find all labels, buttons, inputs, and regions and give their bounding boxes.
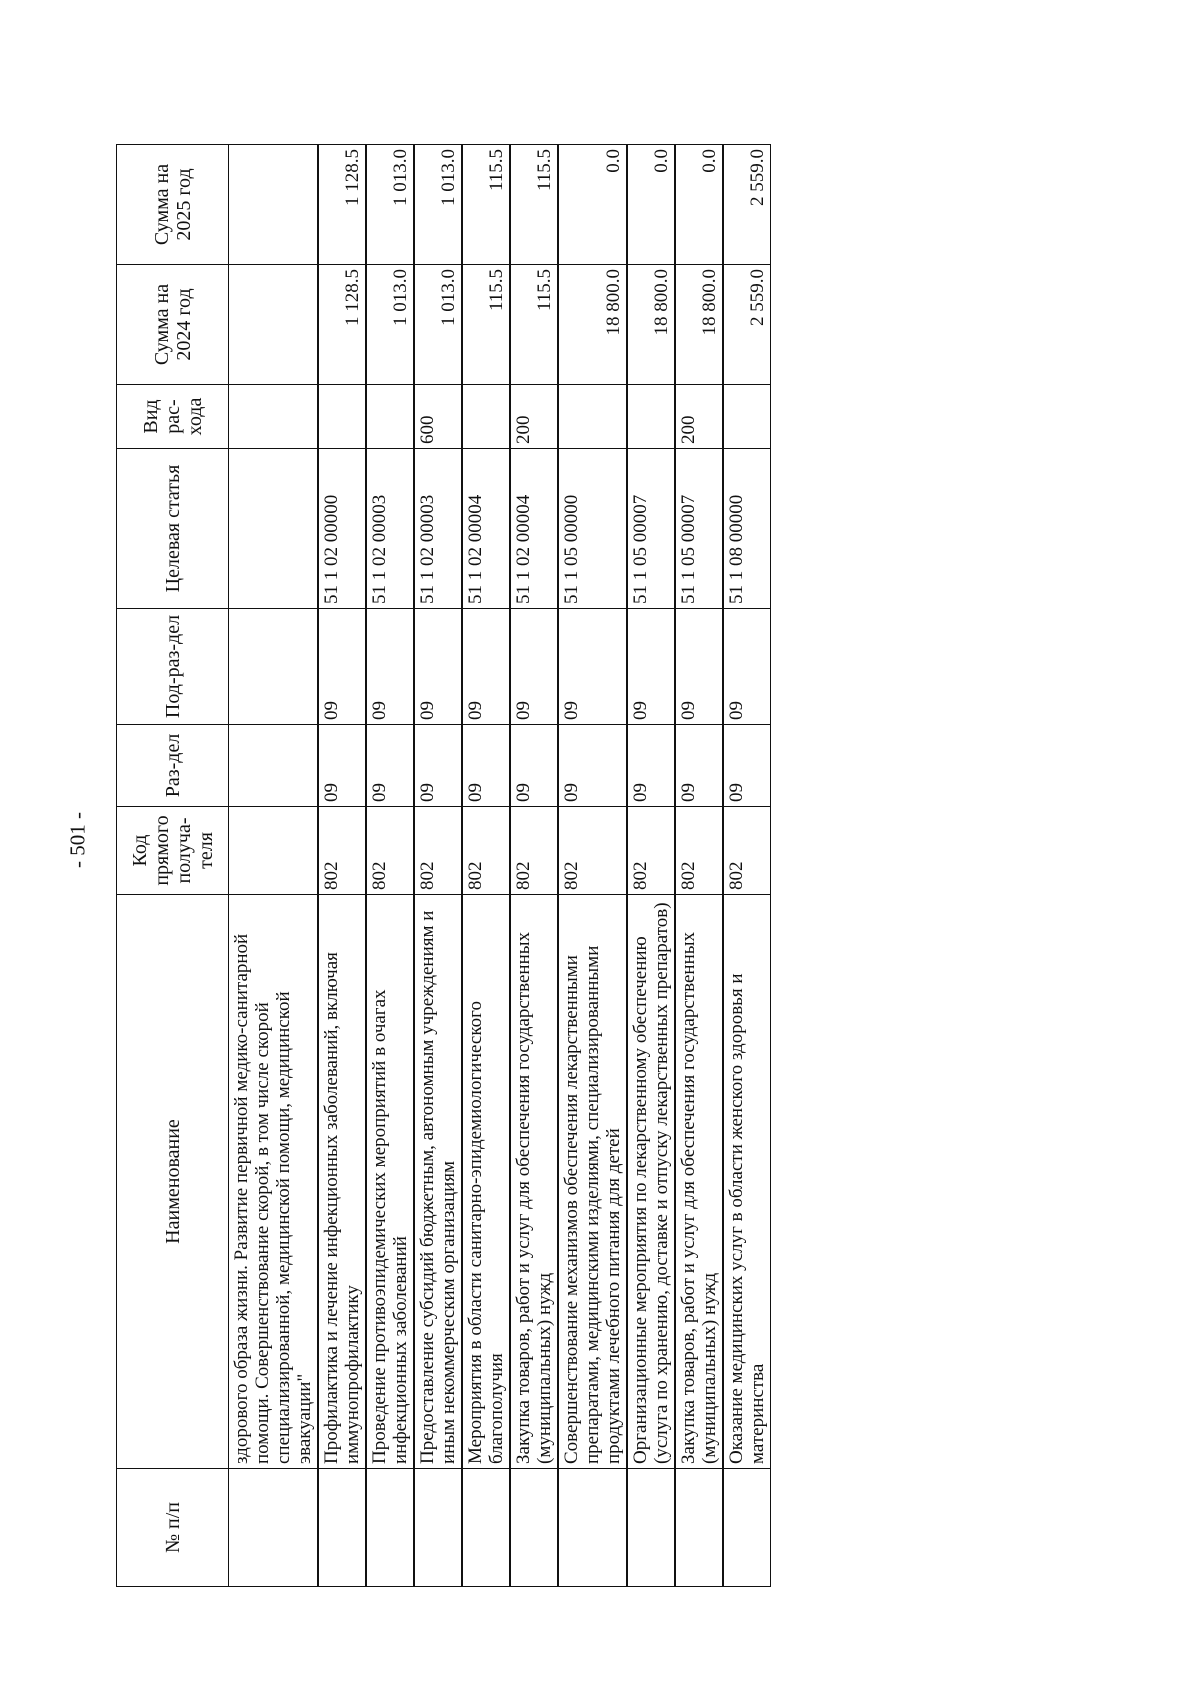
header-no: № п/п [117,1469,229,1587]
header-code: Код прямого получа-теля [117,807,229,895]
cell-subsection: 09 [462,609,510,725]
cell-code: 802 [414,807,462,895]
rotated-page [116,145,919,1587]
cell-name: Оказание медицинских услуг в области женского здоровья и материнства [723,895,771,1469]
cell-code: 802 [675,807,723,895]
page-number: - 501 - [65,812,90,868]
cell-sum-2024: 1 128.5 [318,265,366,385]
cell-target: 51 1 02 00000 [318,449,366,609]
cell-expense-type [229,385,319,449]
cell-expense-type [558,385,627,449]
budget-table [116,144,771,1587]
table-row [229,145,319,1587]
cell-name: Закупка товаров, работ и услуг для обеспечения государственных (муниципальных) нужд [510,895,558,1469]
cell-sum-2025: 115.5 [510,145,558,265]
header-target: Целевая статья [117,449,229,609]
cell-target: 51 1 05 00007 [675,449,723,609]
cell-sum-2024: 115.5 [462,265,510,385]
cell-sum-2024 [229,265,319,385]
header-expense-type: Вид рас-хода [117,385,229,449]
cell-section: 09 [366,725,414,807]
cell-section: 09 [318,725,366,807]
cell-expense-type [462,385,510,449]
cell-sum-2024: 18 800.0 [675,265,723,385]
cell-subsection: 09 [366,609,414,725]
cell-no [627,1469,675,1587]
cell-expense-type: 600 [414,385,462,449]
cell-sum-2024: 115.5 [510,265,558,385]
table-row [366,145,414,1587]
cell-name: Закупка товаров, работ и услуг для обеспечения государственных (муниципальных) нужд [675,895,723,1469]
cell-name: Организационные мероприятия по лекарственному обеспечению (услуга по хранению, доставке и отпуску лекарственных препаратов) [627,895,675,1469]
cell-section: 09 [462,725,510,807]
cell-subsection: 09 [510,609,558,725]
cell-expense-type [627,385,675,449]
header-row [117,145,229,1587]
cell-code [229,807,319,895]
cell-name: Мероприятия в области санитарно-эпидемиологического благополучия [462,895,510,1469]
cell-sum-2025: 0.0 [558,145,627,265]
table-row [510,145,558,1587]
cell-section: 09 [675,725,723,807]
cell-code: 802 [366,807,414,895]
cell-subsection: 09 [627,609,675,725]
cell-expense-type [366,385,414,449]
cell-no [723,1469,771,1587]
cell-sum-2025: 1 128.5 [318,145,366,265]
cell-sum-2025: 1 013.0 [414,145,462,265]
cell-sum-2024: 1 013.0 [366,265,414,385]
cell-sum-2025: 1 013.0 [366,145,414,265]
cell-sum-2025: 2 559.0 [723,145,771,265]
cell-code: 802 [558,807,627,895]
cell-sum-2024: 2 559.0 [723,265,771,385]
cell-no [318,1469,366,1587]
cell-expense-type [723,385,771,449]
cell-sum-2025 [229,145,319,265]
cell-target [229,449,319,609]
cell-sum-2024: 1 013.0 [414,265,462,385]
cell-no [366,1469,414,1587]
cell-sum-2025: 0.0 [627,145,675,265]
cell-target: 51 1 08 00000 [723,449,771,609]
cell-sum-2024: 18 800.0 [627,265,675,385]
cell-no [510,1469,558,1587]
cell-no [675,1469,723,1587]
cell-no [414,1469,462,1587]
cell-subsection: 09 [675,609,723,725]
cell-subsection: 09 [558,609,627,725]
cell-name: Предоставление субсидий бюджетным, автономным учреждениям и иным некоммерческим организациям [414,895,462,1469]
cell-target: 51 1 02 00003 [414,449,462,609]
cell-target: 51 1 05 00000 [558,449,627,609]
cell-expense-type [318,385,366,449]
cell-code: 802 [723,807,771,895]
table-row [414,145,462,1587]
table-row [318,145,366,1587]
table-row [627,145,675,1587]
table-row [462,145,510,1587]
header-section: Раз-дел [117,725,229,807]
cell-section [229,725,319,807]
cell-section: 09 [723,725,771,807]
cell-target: 51 1 02 00004 [510,449,558,609]
cell-no [462,1469,510,1587]
table-row [723,145,771,1587]
cell-target: 51 1 02 00004 [462,449,510,609]
cell-name: здорового образа жизни. Развитие первичной медико-санитарной помощи. Совершенствование скорой, в том числе скорой специализированной, медицинской помощи, медицинской эвакуации" [229,895,319,1469]
cell-section: 09 [627,725,675,807]
cell-code: 802 [462,807,510,895]
header-sum-2025: Сумма на 2025 год [117,145,229,265]
cell-code: 802 [510,807,558,895]
cell-section: 09 [414,725,462,807]
cell-target: 51 1 02 00003 [366,449,414,609]
cell-target: 51 1 05 00007 [627,449,675,609]
cell-sum-2025: 115.5 [462,145,510,265]
table-row [675,145,723,1587]
cell-section: 09 [558,725,627,807]
cell-code: 802 [318,807,366,895]
header-sum-2024: Сумма на 2024 год [117,265,229,385]
cell-no [229,1469,319,1587]
cell-expense-type: 200 [510,385,558,449]
cell-code: 802 [627,807,675,895]
cell-sum-2024: 18 800.0 [558,265,627,385]
cell-name: Профилактика и лечение инфекционных заболеваний, включая иммунопрофилактику [318,895,366,1469]
cell-name: Проведение противоэпидемических мероприятий в очагах инфекционных заболеваний [366,895,414,1469]
cell-sum-2025: 0.0 [675,145,723,265]
cell-subsection: 09 [723,609,771,725]
cell-expense-type: 200 [675,385,723,449]
cell-name: Совершенствование механизмов обеспечения лекарственными препаратами, медицинскими изделиями, специализированными продуктами лечебного питания для детей [558,895,627,1469]
table-row [558,145,627,1587]
cell-section: 09 [510,725,558,807]
header-name: Наименование [117,895,229,1469]
cell-subsection [229,609,319,725]
cell-no [558,1469,627,1587]
cell-subsection: 09 [414,609,462,725]
header-subsection: Под-раз-дел [117,609,229,725]
cell-subsection: 09 [318,609,366,725]
